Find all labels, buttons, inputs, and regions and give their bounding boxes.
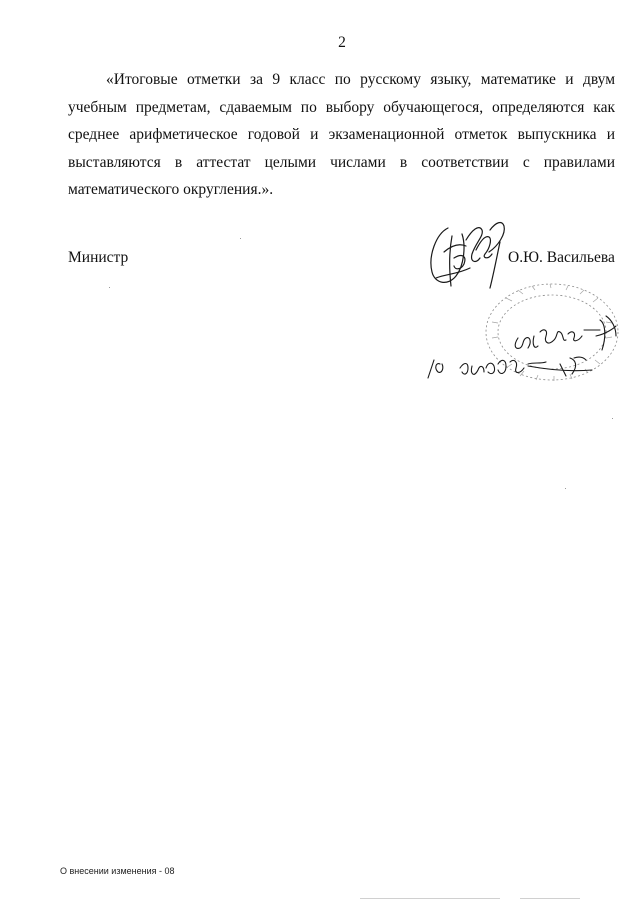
scan-edge-line [360, 898, 500, 899]
signer-name: О.Ю. Васильева [508, 249, 615, 266]
certification-stamp [410, 278, 630, 403]
scan-speck [109, 287, 110, 288]
scan-speck [240, 238, 241, 239]
amendment-paragraph: «Итоговые отметки за 9 класс по русскому языку, математике и двум учебным предметам, сдаваемым по выбору обучающегося, определяются как среднее арифметическое годовой и экзаменационной отметок выпускника и выставляются в аттестат целыми числами в соответствии с правилами математического округления.». [68, 71, 615, 199]
scan-speck [612, 418, 613, 419]
page-number: 2 [338, 34, 346, 51]
scan-edge-line [520, 898, 580, 899]
signer-title: Министр [68, 249, 129, 266]
scan-speck [565, 488, 566, 489]
footer-file-reference: О внесении изменения - 08 [60, 866, 175, 876]
